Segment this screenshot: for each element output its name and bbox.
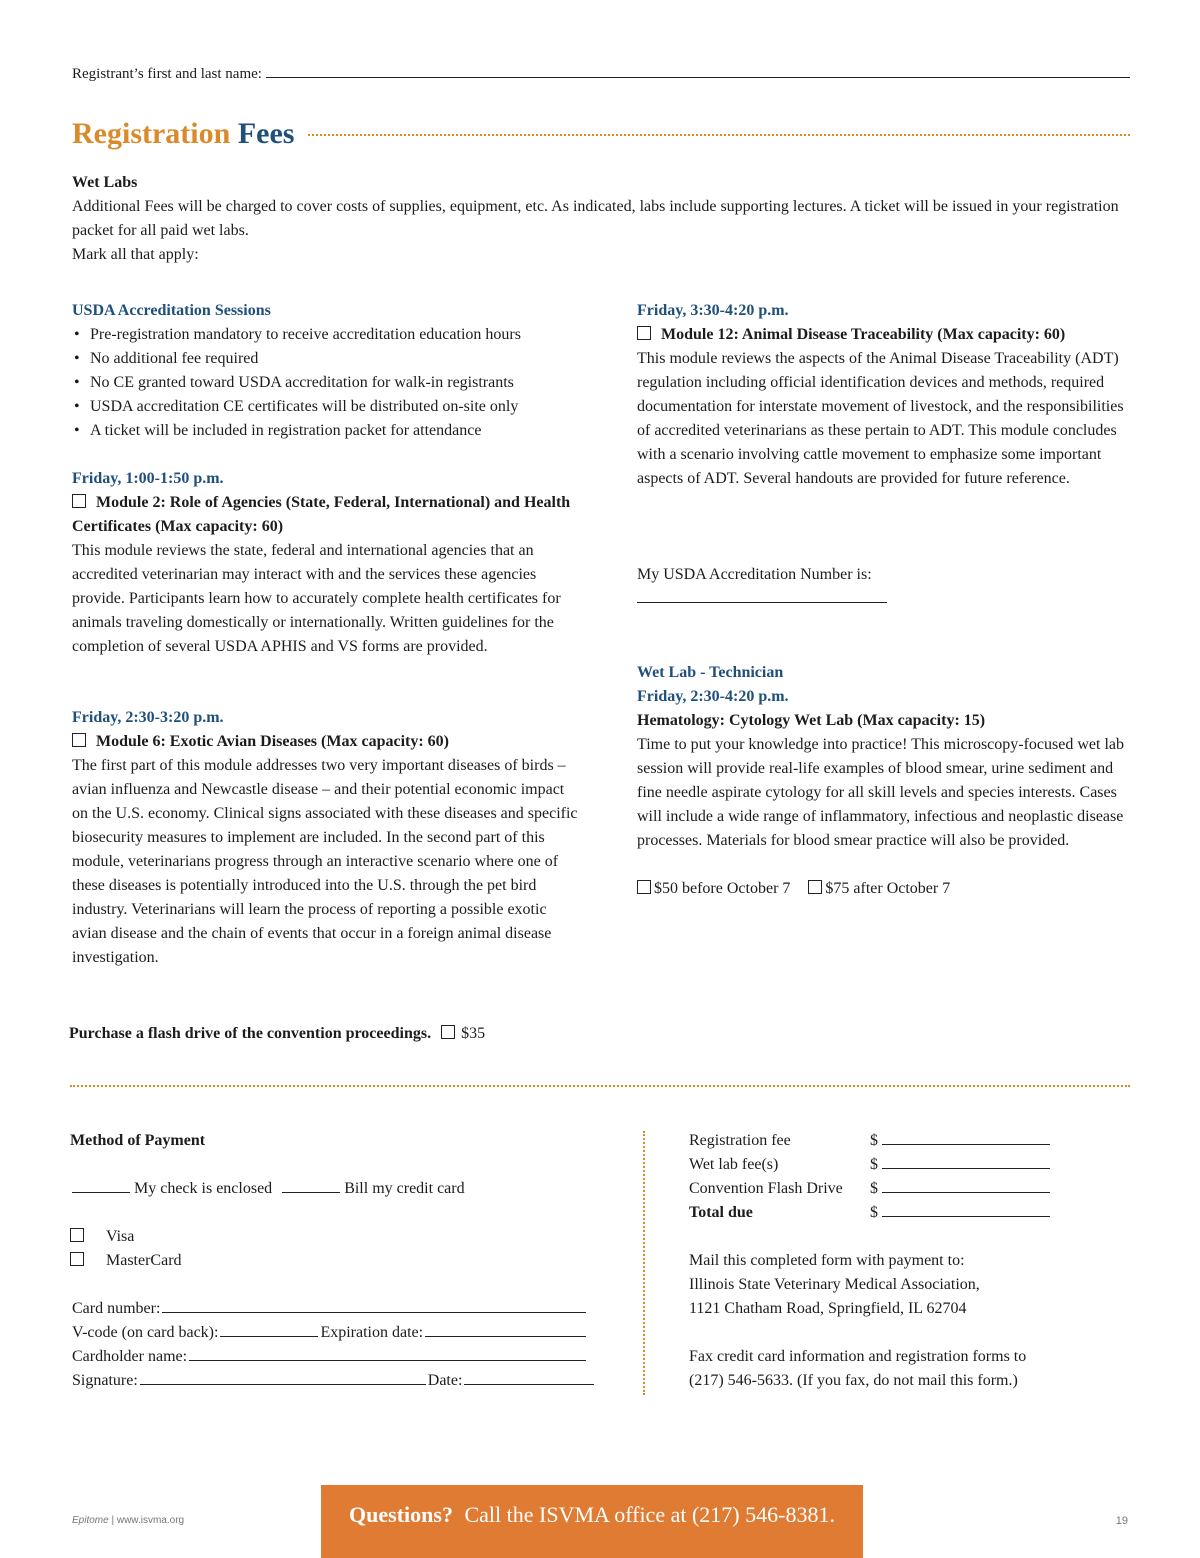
registrant-label: Registrant’s first and last name: — [72, 66, 262, 82]
mastercard-checkbox[interactable] — [70, 1252, 84, 1266]
date-field[interactable] — [464, 1371, 594, 1385]
page-number: 19 — [1115, 1515, 1128, 1527]
signature-field[interactable] — [140, 1371, 426, 1385]
price-before-label: $50 before October 7 — [654, 880, 791, 897]
flash-drive-fee-field[interactable] — [882, 1179, 1050, 1193]
module12-section — [637, 299, 1130, 491]
questions-label: Questions? — [349, 1502, 453, 1527]
date-label: Date: — [427, 1372, 463, 1389]
wet-lab-fee-label: Wet lab fee(s) — [689, 1156, 779, 1173]
payment-heading: Method of Payment — [70, 1132, 206, 1149]
questions-banner — [321, 1485, 863, 1558]
module12-time: Friday, 3:30-4:20 p.m. — [637, 302, 789, 319]
cardholder-row — [70, 1345, 586, 1369]
fax-line-1: Fax credit card information and registration forms to — [689, 1348, 1027, 1365]
publication-name: Epitome — [72, 1515, 109, 1526]
currency-symbol: $ — [870, 1132, 878, 1149]
total-due-label: Total due — [689, 1204, 753, 1221]
signature-label: Signature: — [72, 1372, 138, 1389]
module12-body: This module reviews the aspects of the Animal Disease Traceability (ADT) regulation including official identification devices and methods, required documentation for interstate movement of livestock, and the responsibilities of accredited veterinarians as these pertain to ADT. This module concludes with a scenario involving cattle movement to emphasize some important aspects of ADT. Several handouts are provided for future reference. — [637, 350, 1124, 487]
vcode-field[interactable] — [220, 1323, 318, 1337]
wet-labs-description: Additional Fees will be charged to cover costs of supplies, equipment, etc. As indicated, labs include supporting lectures. A ticket will be issued in your registration packet for all paid wet labs. — [72, 198, 1119, 239]
module6-time: Friday, 2:30-3:20 p.m. — [72, 709, 224, 726]
fax-instructions — [689, 1345, 1130, 1393]
website-link[interactable]: www.isvma.org — [116, 1515, 185, 1526]
technician-section — [637, 661, 1130, 901]
wet-lab-fee-row — [689, 1153, 1059, 1177]
price-after-label: $75 after October 7 — [825, 880, 951, 897]
list-item: • No additional fee required — [72, 347, 582, 371]
list-item: • Pre-registration mandatory to receive accreditation education hours — [72, 323, 582, 347]
wet-labs-heading: Wet Labs — [72, 174, 138, 191]
list-item: • No CE granted toward USDA accreditation for walk-in registrants — [72, 371, 582, 395]
usda-section — [72, 299, 582, 443]
visa-checkbox[interactable] — [70, 1228, 84, 1242]
list-item: • USDA accreditation CE certificates will be distributed on-site only — [72, 395, 582, 419]
technician-heading: Wet Lab - Technician — [637, 664, 784, 681]
module2-time: Friday, 1:00-1:50 p.m. — [72, 470, 224, 487]
page-title — [72, 114, 294, 154]
registration-fee-label: Registration fee — [689, 1132, 791, 1149]
payment-section — [70, 1129, 594, 1393]
module6-body: The first part of this module addresses two very important diseases of birds – avian influenza and Newcastle disease – and their potential economic impact on the U.S. economy. Clinical signs associated with these diseases and specific biosecurity measures to implement are included. In the second part of this module, veterinarians progress through an interactive scenario where one of these diseases is potentially introduced into the U.S. through the pet bird industry. Veterinarians will learn the process of reporting a possible exotic avian disease and the chain of events that occur in a foreign animal disease investigation. — [72, 757, 578, 966]
visa-row — [70, 1225, 594, 1249]
check-enclosed-field[interactable] — [72, 1179, 130, 1193]
flash-drive-checkbox[interactable] — [441, 1025, 455, 1039]
title-fees: Fees — [237, 117, 295, 150]
usda-bullet-list — [72, 323, 582, 443]
payment-divider — [70, 1085, 1130, 1087]
mail-line-3: 1121 Chatham Road, Springfield, IL 62704 — [689, 1300, 967, 1317]
wet-lab-fee-field[interactable] — [882, 1155, 1050, 1169]
registration-fee-row — [689, 1129, 1059, 1153]
flash-drive-label: Purchase a flash drive of the convention proceedings. — [69, 1025, 432, 1042]
questions-call-text: Call the ISVMA office at (217) 546-8381. — [464, 1502, 835, 1527]
card-number-field[interactable] — [162, 1299, 586, 1313]
expiration-label: Expiration date: — [320, 1324, 424, 1341]
list-item: • A ticket will be included in registration packet for attendance — [72, 419, 582, 443]
cardholder-field[interactable] — [189, 1347, 586, 1361]
accreditation-number-section — [637, 563, 1130, 611]
payment-options-row — [70, 1177, 594, 1201]
module6-section — [72, 706, 582, 970]
module2-title: Module 2: Role of Agencies (State, Federal, International) and Health Certificates (Max capacity: 60) — [72, 494, 571, 535]
price-before-checkbox[interactable] — [637, 880, 651, 894]
module6-checkbox[interactable] — [72, 733, 86, 747]
expiration-field[interactable] — [425, 1323, 586, 1337]
registration-fee-field[interactable] — [882, 1131, 1050, 1145]
accreditation-number-label: My USDA Accreditation Number is: — [637, 566, 872, 583]
module2-body: This module reviews the state, federal and international agencies that an accredited veterinarian may interact with and the services these agencies provide. Participants learn how to accurately complete health certificates for animals traveling domestically or internationally. Written guidelines for the completion of several USDA APHIS and VS forms are provided. — [72, 542, 561, 655]
signature-row — [70, 1369, 594, 1393]
vcode-row — [70, 1321, 586, 1345]
module2-checkbox[interactable] — [72, 494, 86, 508]
mail-instructions — [689, 1249, 1130, 1321]
flash-drive-fee-row — [689, 1177, 1059, 1201]
visa-label: Visa — [106, 1228, 135, 1245]
module6-title-row — [72, 730, 582, 754]
accreditation-number-field[interactable] — [637, 589, 887, 603]
wet-labs-intro — [72, 171, 1130, 267]
card-number-label: Card number: — [72, 1300, 161, 1317]
title-registration: Registration — [72, 117, 231, 150]
bill-credit-card-field[interactable] — [282, 1179, 340, 1193]
module12-checkbox[interactable] — [637, 326, 651, 340]
flash-drive-price: $35 — [461, 1025, 486, 1042]
module12-title-row — [637, 323, 1130, 347]
card-number-row — [70, 1297, 586, 1321]
registrant-row — [72, 62, 1130, 86]
bill-credit-card-label: Bill my credit card — [344, 1180, 465, 1197]
technician-price-options — [637, 877, 1130, 901]
mastercard-label: MasterCard — [106, 1252, 182, 1269]
cardholder-label: Cardholder name: — [72, 1348, 188, 1365]
check-enclosed-label: My check is enclosed — [134, 1180, 273, 1197]
mastercard-row — [70, 1249, 594, 1273]
mail-line-2: Illinois State Veterinary Medical Association, — [689, 1276, 980, 1293]
payment-vertical-divider — [643, 1131, 645, 1395]
technician-time: Friday, 2:30-4:20 p.m. — [637, 688, 789, 705]
totals-section — [689, 1129, 1059, 1225]
price-after-checkbox[interactable] — [808, 880, 822, 894]
footer-separator: | — [111, 1515, 115, 1526]
registrant-name-field[interactable] — [266, 64, 1130, 78]
currency-symbol: $ — [870, 1204, 878, 1221]
technician-body: Time to put your knowledge into practice! This microscopy-focused wet lab session will provide real-life examples of blood smear, urine sediment and fine needle aspirate cytology for all skill levels and species interests. Cases will include a wide range of inflammatory, infectious and neoplastic disease processes. Materials for blood smear practice will also be provided. — [637, 736, 1125, 849]
title-divider — [308, 134, 1130, 136]
module6-title: Module 6: Exotic Avian Diseases (Max capacity: 60) — [96, 733, 449, 750]
technician-title: Hematology: Cytology Wet Lab (Max capacity: 15) — [637, 712, 986, 729]
total-due-row — [689, 1201, 1059, 1225]
module2-section — [72, 467, 582, 659]
module12-title: Module 12: Animal Disease Traceability (Max capacity: 60) — [661, 326, 1066, 343]
usda-heading: USDA Accreditation Sessions — [72, 302, 271, 319]
fax-line-2: (217) 546-5633. (If you fax, do not mail this form.) — [689, 1372, 1018, 1389]
footer-publication — [72, 1514, 184, 1528]
module2-title-row — [72, 491, 582, 539]
flash-drive-fee-label: Convention Flash Drive — [689, 1180, 843, 1197]
currency-symbol: $ — [870, 1180, 878, 1197]
total-due-field[interactable] — [882, 1203, 1050, 1217]
currency-symbol: $ — [870, 1156, 878, 1173]
mail-line-1: Mail this completed form with payment to: — [689, 1252, 965, 1269]
vcode-label: V-code (on card back): — [72, 1324, 219, 1341]
flash-drive-row — [69, 1022, 485, 1046]
wet-labs-mark: Mark all that apply: — [72, 246, 199, 263]
